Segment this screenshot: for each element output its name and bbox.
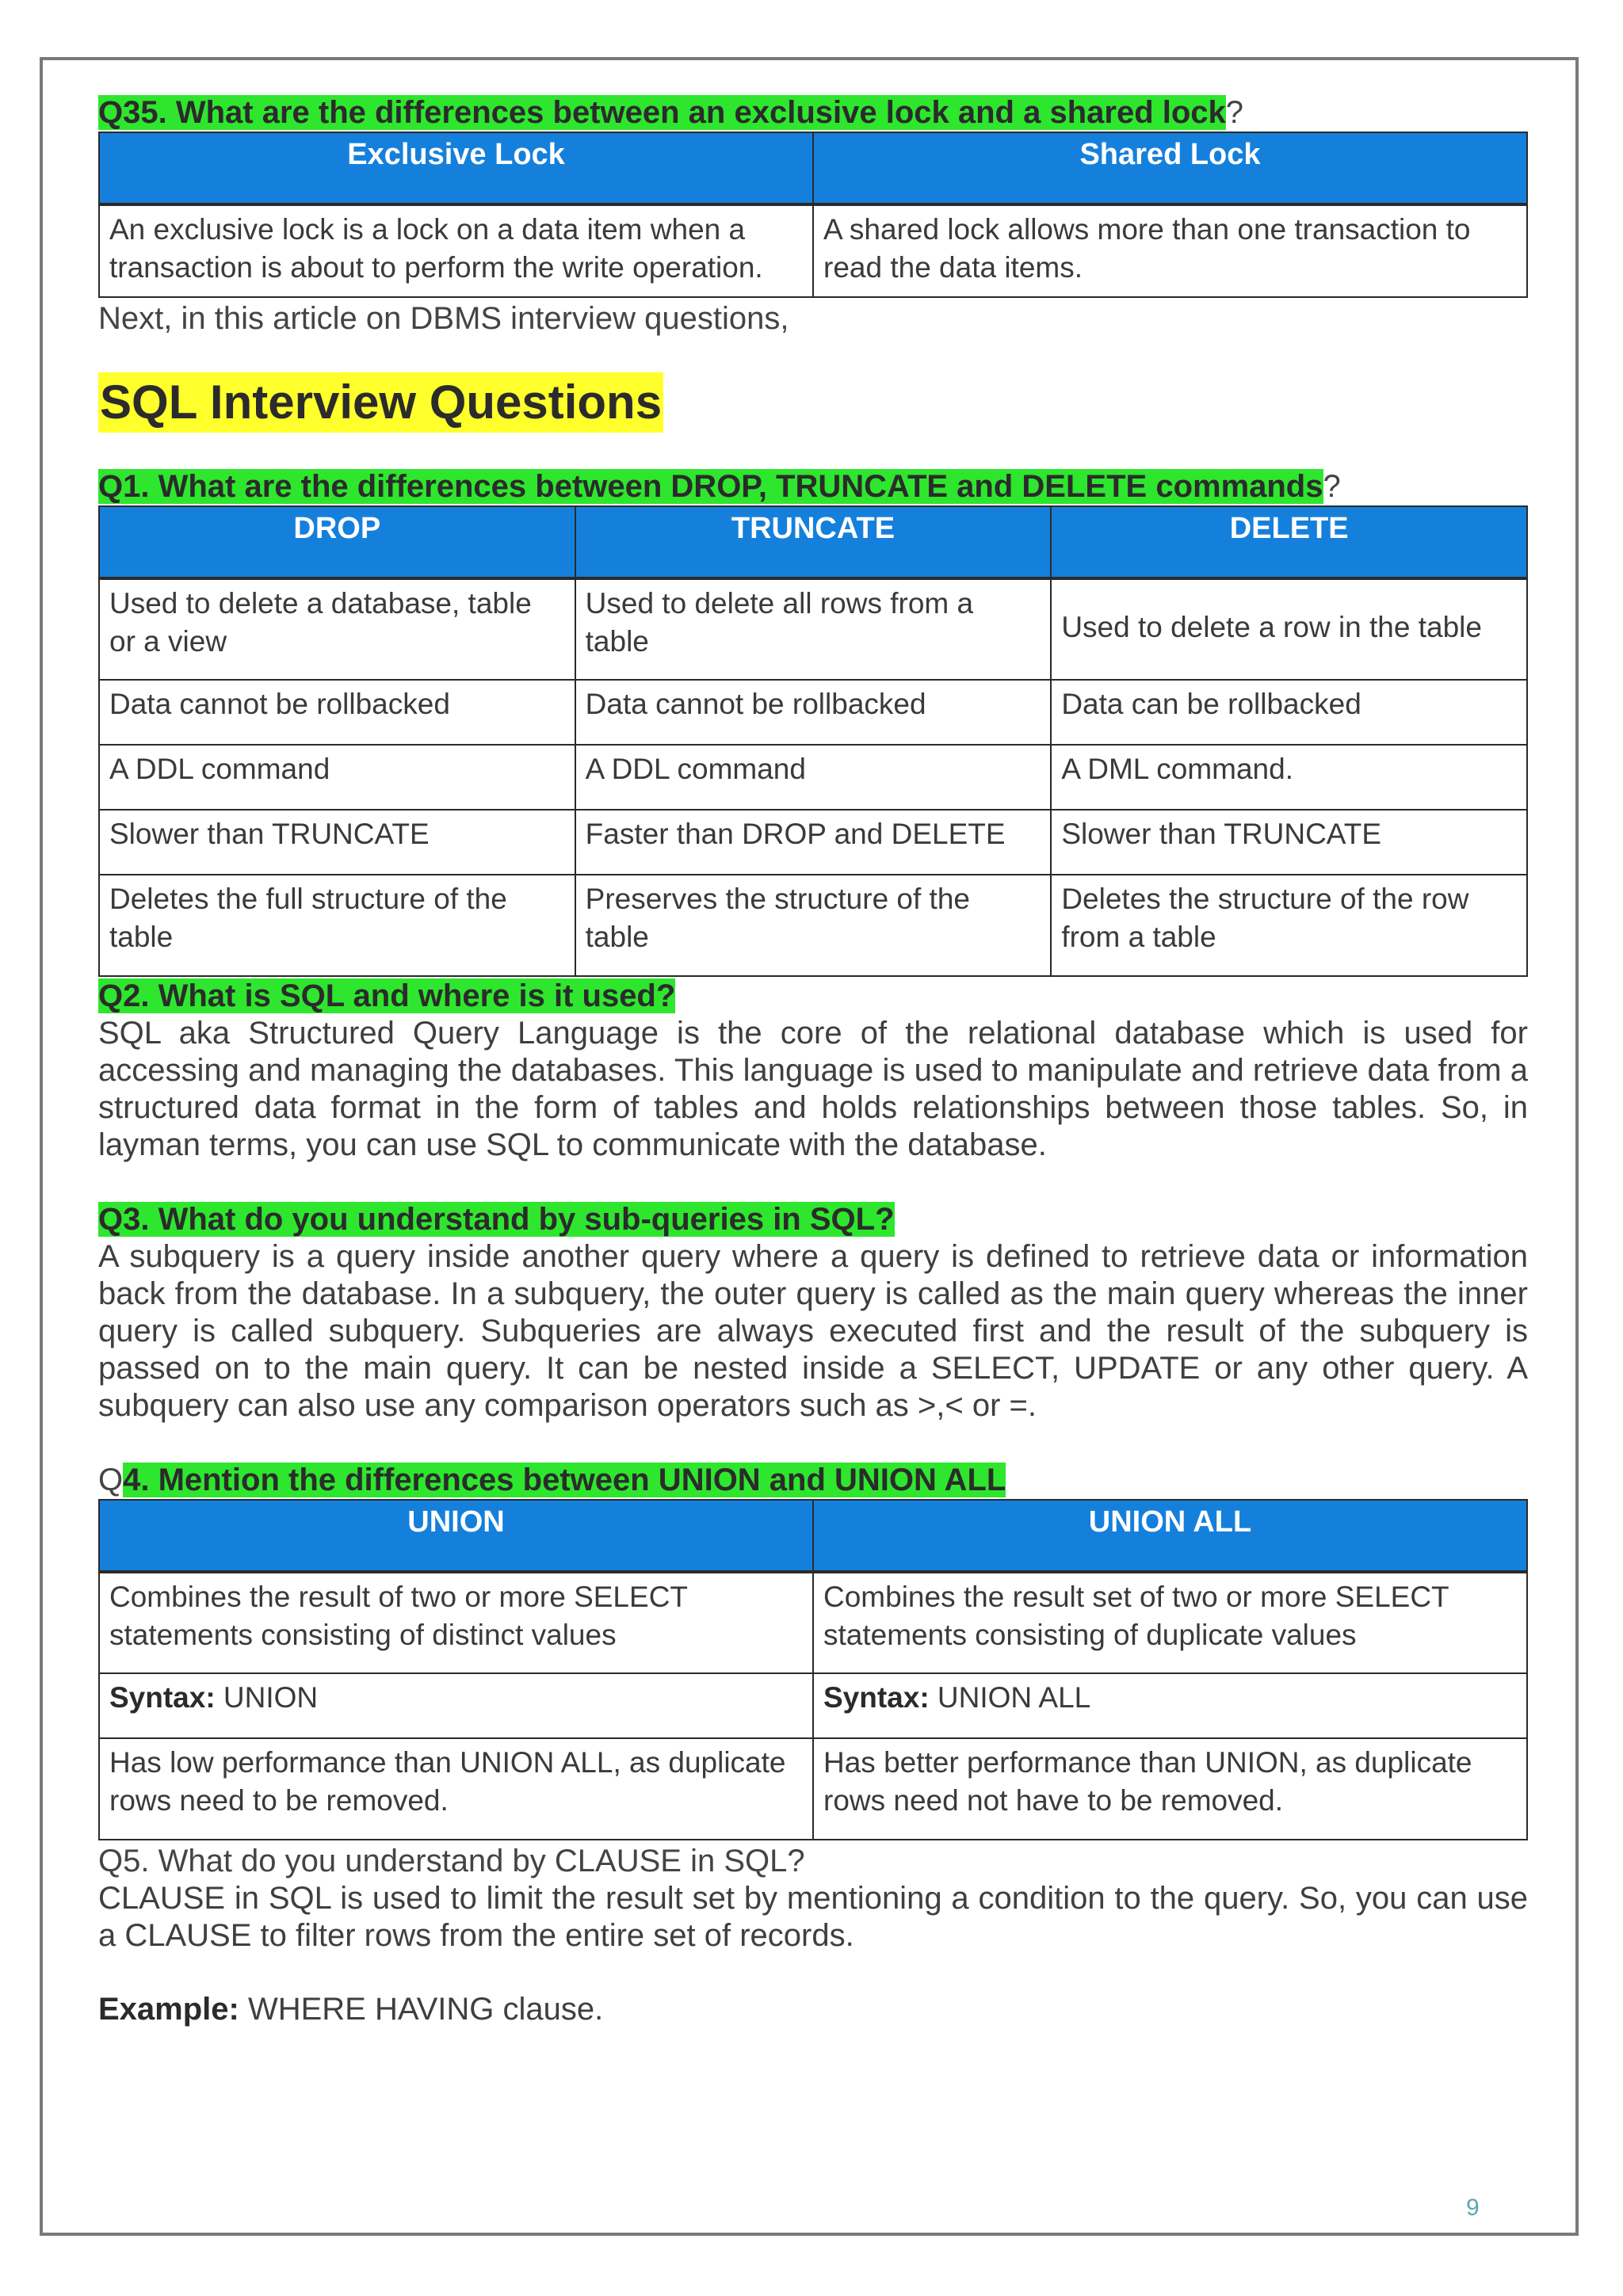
table-header: DELETE (1051, 506, 1527, 578)
table-cell: A DDL command (99, 745, 575, 810)
table-row (99, 810, 1527, 875)
table-header: UNION ALL (813, 1500, 1527, 1572)
table-header: UNION (99, 1500, 813, 1572)
q3-title: Q3. What do you understand by sub-queries in SQL? (98, 1202, 895, 1237)
table-header: Exclusive Lock (99, 132, 813, 204)
syntax-label: Syntax: (823, 1681, 930, 1714)
table-cell: Combines the result of two or more SELECT statements consisting of distinct values (99, 1572, 813, 1673)
table-cell: Data cannot be rollbacked (575, 680, 1052, 745)
table-header: TRUNCATE (575, 506, 1052, 578)
table-cell: Used to delete all rows from a table (575, 578, 1052, 680)
q1-title: Q1. What are the differences between DROP, TRUNCATE and DELETE commands (98, 469, 1323, 504)
table-row (99, 1572, 1527, 1673)
drop-truncate-delete-table (98, 505, 1528, 977)
table-cell: Faster than DROP and DELETE (575, 810, 1052, 875)
table-row (99, 680, 1527, 745)
q35-suffix: ? (1225, 95, 1244, 130)
table-cell: An exclusive lock is a lock on a data item when a transaction is about to perform the write operation. (99, 204, 813, 297)
q5-answer: CLAUSE in SQL is used to limit the result set by mentioning a condition to the query. So, you can use a CLAUSE to filter rows from the entire set of records. (98, 1881, 1528, 1953)
syntax-value: UNION (215, 1681, 319, 1714)
table-cell: A DDL command (575, 745, 1052, 810)
table-row (99, 204, 1527, 297)
table-cell: A DML command. (1051, 745, 1527, 810)
page-number: 9 (1466, 2195, 1480, 2221)
page-content (98, 93, 1528, 2028)
table-cell: Slower than TRUNCATE (1051, 810, 1527, 875)
section-title: SQL Interview Questions (98, 372, 663, 433)
q1-heading (98, 467, 1528, 505)
table-cell (99, 1673, 813, 1738)
q4-title: 4. Mention the differences between UNION and UNION ALL (123, 1463, 1006, 1497)
table-row (99, 1738, 1527, 1840)
q4-heading (98, 1461, 1528, 1499)
table-cell: Deletes the structure of the row from a table (1051, 875, 1527, 976)
q35-heading (98, 93, 1528, 132)
table-cell: A shared lock allows more than one transaction to read the data items. (813, 204, 1527, 297)
table-cell: Has better performance than UNION, as duplicate rows need not have to be removed. (813, 1738, 1527, 1840)
syntax-value: UNION ALL (929, 1681, 1091, 1714)
example-label: Example: (98, 1992, 239, 2027)
table-header: DROP (99, 506, 575, 578)
table-cell (813, 1673, 1527, 1738)
table-cell: Has low performance than UNION ALL, as duplicate rows need to be removed. (99, 1738, 813, 1840)
q4-prefix: Q (98, 1463, 124, 1497)
table-row (99, 1673, 1527, 1738)
table-cell: Used to delete a database, table or a view (99, 578, 575, 680)
table-cell: Data can be rollbacked (1051, 680, 1527, 745)
q5-example (98, 1991, 1528, 2028)
table-cell: Slower than TRUNCATE (99, 810, 575, 875)
q2-answer: SQL aka Structured Query Language is the core of the relational database which is used for accessing and managing the databases. This language is used to manipulate and retrieve data from a structured data format in the form of tables and holds relationships between those tables. So, in layman terms, you can use SQL to communicate with the database. (98, 1016, 1528, 1162)
syntax-label: Syntax: (109, 1681, 216, 1714)
q3-heading (98, 1200, 1528, 1238)
table-row (99, 745, 1527, 810)
q1-suffix: ? (1323, 469, 1341, 504)
q2-title: Q2. What is SQL and where is it used? (98, 978, 676, 1013)
table-row (99, 875, 1527, 976)
table-header: Shared Lock (813, 132, 1527, 204)
table-cell: Preserves the structure of the table (575, 875, 1052, 976)
example-value: WHERE HAVING clause. (239, 1992, 604, 2027)
q3-answer: A subquery is a query inside another query where a query is defined to retrieve data or information back from the database. In a subquery, the outer query is called as the main query whereas the inner query is called subquery. Subqueries are always executed first and the result of the subquery is passed on to the main query. It can be nested inside a SELECT, UPDATE or any other query. A subquery can also use any comparison operators such as >,< or =. (98, 1239, 1528, 1423)
table-cell: Data cannot be rollbacked (99, 680, 575, 745)
union-comparison-table (98, 1499, 1528, 1840)
table-cell: Deletes the full structure of the table (99, 875, 575, 976)
table-cell: Combines the result set of two or more SELECT statements consisting of duplicate values (813, 1572, 1527, 1673)
next-text: Next, in this article on DBMS interview questions, (98, 301, 789, 336)
q5-heading: Q5. What do you understand by CLAUSE in SQL? (98, 1844, 805, 1878)
q35-title: Q35. What are the differences between an exclusive lock and a shared lock (98, 95, 1226, 130)
q2-heading (98, 977, 1528, 1015)
table-cell: Used to delete a row in the table (1051, 578, 1527, 680)
table-row (99, 578, 1527, 680)
lock-comparison-table (98, 132, 1528, 298)
